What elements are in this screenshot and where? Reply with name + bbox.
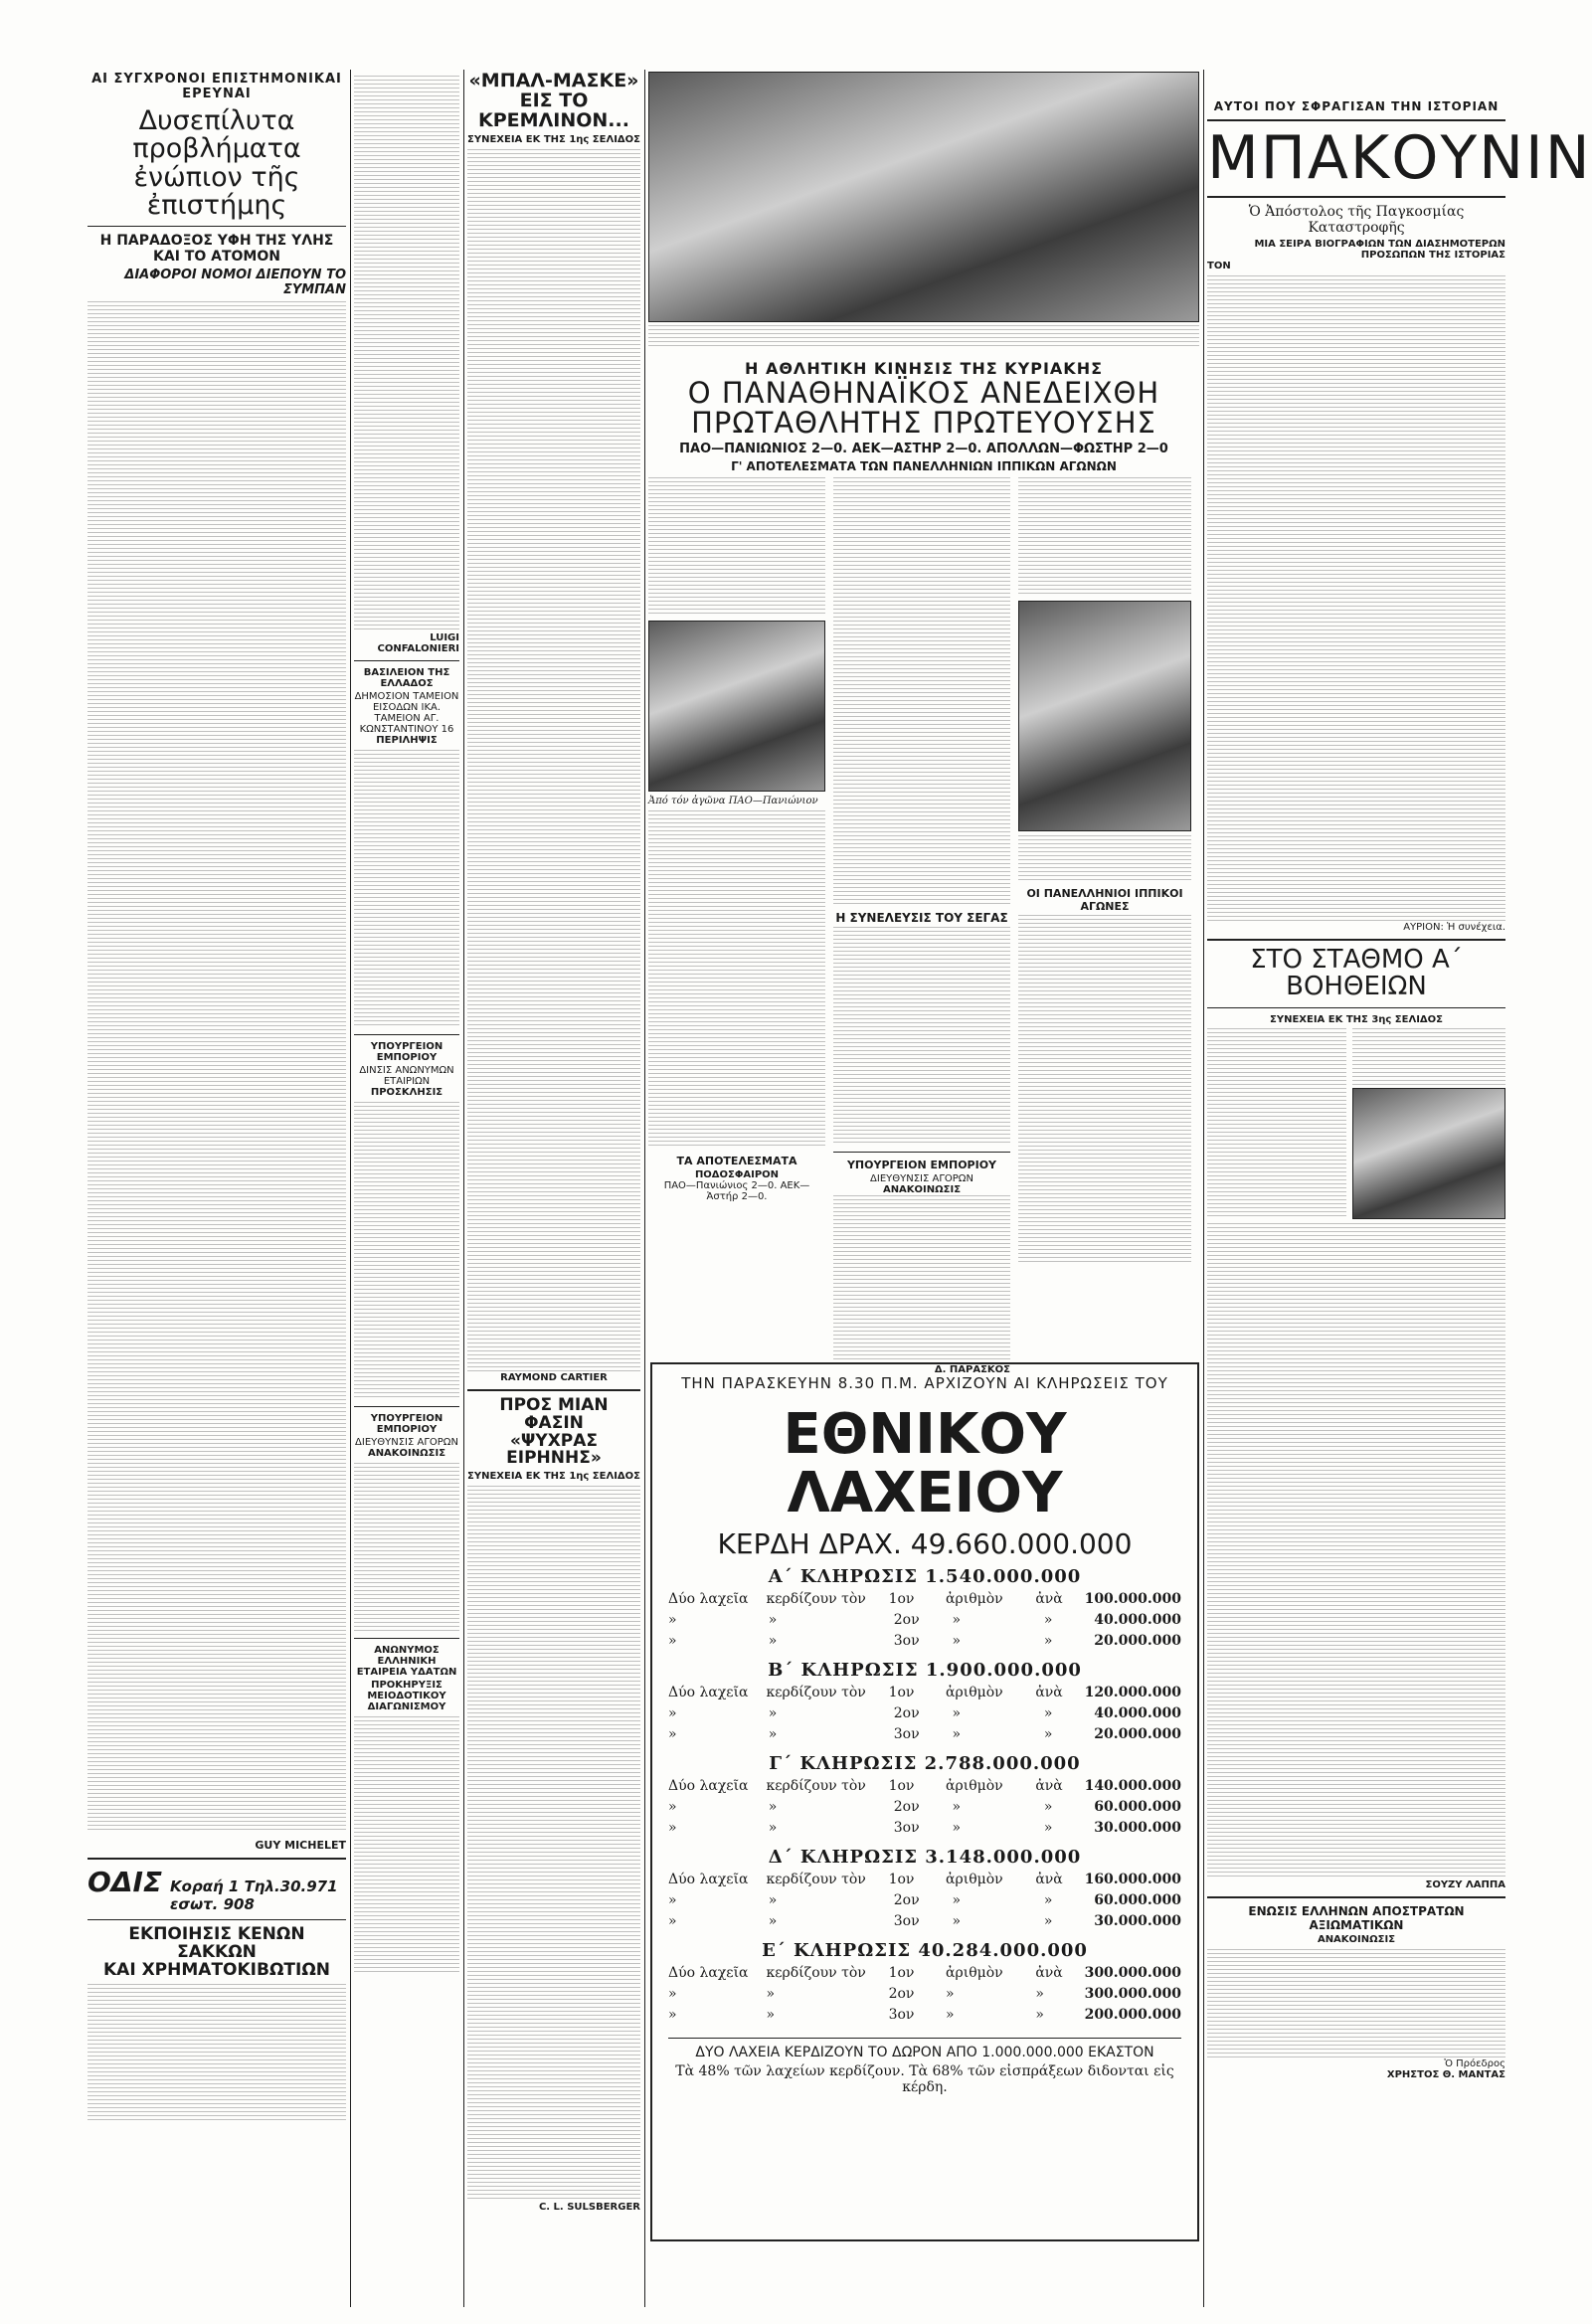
basketball-photo xyxy=(1018,601,1191,831)
prize-text: 3ον xyxy=(888,2006,915,2023)
prize-text: » xyxy=(668,1611,677,1628)
prize-text: 3ον xyxy=(893,1632,920,1649)
markets-notice-title: ΥΠΟΥΡΓΕΙΟΝ ΕΜΠΟΡΙΟΥ xyxy=(846,1158,997,1171)
news-photo-top xyxy=(648,72,1199,322)
prize-amount: 160.000.000 xyxy=(1084,1871,1181,1887)
results-box-line: ΠΑΟ—Πανιώνιος 2—0. ΑΕΚ—Ἀστήρ 2—0. xyxy=(663,1179,810,1202)
first-aid-byline: ΣΟΥΖΥ ΛΑΠΠΑ xyxy=(1425,1878,1505,1890)
prize-text: κερδίζουν τὸν xyxy=(766,1684,866,1700)
prize-text: » xyxy=(768,1725,778,1742)
prize-amount: 40.000.000 xyxy=(1094,1611,1181,1628)
notice-kingdom-label: ΠΕΡΙΛΗΨΙΣ xyxy=(376,735,438,746)
lottery-prize-row xyxy=(668,1589,1181,1610)
lottery-prize-row xyxy=(668,1703,1181,1724)
first-aid-title: ΣΤΟ ΣΤΑΘΜΟ Α΄ ΒΟΗΘΕΙΩΝ xyxy=(1250,945,1463,1002)
prize-amount: 300.000.000 xyxy=(1084,1964,1181,1981)
prize-text: 1ον xyxy=(888,1777,915,1794)
prize-text: » xyxy=(952,1725,962,1742)
results-box-title: ΤΑ ΑΠΟΤΕΛΕΣΜΑΤΑ xyxy=(676,1154,797,1167)
column-rule xyxy=(644,70,645,2307)
prize-text: κερδίζουν τὸν xyxy=(766,1777,866,1794)
prize-text: » xyxy=(1043,1632,1053,1649)
horse-racing-results-title: Γ' ΑΠΟΤΕΛΕΣΜΑΤΑ ΤΩΝ ΠΑΝΕΛΛΗΝΙΩΝ ΙΠΠΙΚΩΝ ΑΓΩΝΩΝ xyxy=(731,458,1117,473)
prize-text: » xyxy=(668,1891,677,1908)
prize-text: » xyxy=(1043,1725,1053,1742)
prize-text: » xyxy=(952,1819,962,1836)
prize-text: ἀριθμὸν xyxy=(946,1590,1003,1607)
prize-text: 1ον xyxy=(888,1590,915,1607)
kremlin-continued: ΣΥΝΕΧΕΙΑ ΕΚ ΤΗΣ 1ης ΣΕΛΙΔΟΣ xyxy=(467,133,640,145)
prize-text: » xyxy=(766,1985,776,2002)
science-title: Δυσεπίλυτα προβλήματα ἐνώπιον τῆς ἐπιστήμης xyxy=(132,105,301,222)
national-lottery-advert xyxy=(650,1362,1199,2241)
prize-text: 3ον xyxy=(893,1819,920,1836)
notice-water-label: ΠΡΟΚΗΡΥΞΙΣ ΜΕΙΟΔΟΤΙΚΟΥ ΔΙΑΓΩΝΙΣΜΟΥ xyxy=(367,1680,446,1712)
prize-text: ἀνὰ xyxy=(1035,1777,1063,1794)
science-kicker: ΑΙ ΣΥΓΧΡΟΝΟΙ ΕΠΙΣΤΗΜΟΝΙΚΑΙ ΕΡΕΥΝΑΙ xyxy=(91,72,342,101)
lottery-draw-heading: Ε΄ ΚΛΗΡΩΣΙΣ 40.284.000.000 xyxy=(762,1939,1088,1961)
column-notices xyxy=(354,72,459,2239)
football-photo-caption: Ἀπό τόν ἀγῶνα ΠΑΟ—Πανιώνιον xyxy=(648,795,818,806)
markets-notice-signature: Δ. ΠΑΡΑΣΚΟΣ xyxy=(934,1363,1010,1375)
science-subtitle-2: ΔΙΑΦΟΡΟΙ ΝΟΜΟΙ ΔΙΕΠΟΥΝ ΤΟ ΣΥΜΠΑΝ xyxy=(124,268,346,298)
prize-text: » xyxy=(1035,2006,1044,2023)
prize-text: κερδίζουν τὸν xyxy=(766,1590,866,1607)
column-rule xyxy=(463,70,464,2307)
lottery-title: ΕΘΝΙΚΟΥ ΛΑΧΕΙΟΥ xyxy=(783,1402,1067,1525)
science-subtitle: Η ΠΑΡΑΔΟΞΟΣ ΥΦΗ ΤΗΣ ΥΛΗΣ ΚΑΙ ΤΟ ΑΤΟΜΟΝ xyxy=(99,233,334,266)
column-kremlin xyxy=(467,72,640,2239)
prize-text: » xyxy=(1043,1912,1053,1929)
confalonieri-body xyxy=(354,76,459,632)
prize-amount: 60.000.000 xyxy=(1094,1798,1181,1815)
prize-text: 3ον xyxy=(893,1912,920,1929)
notice-markets-sub: ΔΙΕΥΘΥΝΣΙΣ ΑΓΟΡΩΝ xyxy=(355,1437,458,1448)
prize-text: Δύο λαχεῖα xyxy=(668,1964,749,1981)
prize-text: » xyxy=(952,1704,962,1721)
lottery-bottom-line-2: Τὰ 48% τῶν λαχείων κερδίζουν. Τὰ 68% τῶν εἰσπράξεων διδονται εἰς κέρδη. xyxy=(675,2062,1174,2095)
odis-advert-body xyxy=(88,1984,346,2123)
lottery-prize-row xyxy=(668,1870,1181,1890)
photo-caption-top xyxy=(648,325,1199,353)
prize-text: » xyxy=(668,1798,677,1815)
prize-text: » xyxy=(768,1704,778,1721)
bakunin-footer: ΑΥΡΙΟΝ: Ἡ συνέχεια. xyxy=(1403,922,1505,933)
sports-col-b xyxy=(833,477,1010,1375)
kremlin-byline: RAYMOND CARTIER xyxy=(500,1371,608,1383)
lottery-prize-row xyxy=(668,2005,1181,2026)
prize-text: » xyxy=(668,1819,677,1836)
lottery-prize-row xyxy=(668,1631,1181,1652)
odis-advert-header xyxy=(88,1866,346,1913)
bakunin-kicker: ΑΥΤΟΙ ΠΟΥ ΣΦΡΑΓΙΣΑΝ ΤΗΝ ΙΣΤΟΡΙΑΝ xyxy=(1213,99,1500,113)
lottery-top-line: ΤΗΝ ΠΑΡΑΣΚΕΥΗΝ 8.30 Π.Μ. ΑΡΧΙΖΟΥΝ ΑΙ ΚΛΗΡΩΣΕΙΣ ΤΟΥ xyxy=(681,1374,1168,1392)
notice-markets-title: ΥΠΟΥΡΓΕΙΟΝ ΕΜΠΟΡΙΟΥ xyxy=(370,1413,443,1435)
first-aid-continued: ΣΥΝΕΧΕΙΑ ΕΚ ΤΗΣ 3ης ΣΕΛΙΔΟΣ xyxy=(1270,1013,1443,1025)
prize-text: » xyxy=(768,1611,778,1628)
lottery-prize-row xyxy=(668,1724,1181,1745)
football-photo xyxy=(648,621,825,792)
odis-advert-title: ΕΚΠΟΙΗΣΙΣ ΚΕΝΩΝ ΣΑΚΚΩΝ ΚΑΙ ΧΡΗΜΑΤΟΚΙΒΩΤΙΩΝ xyxy=(103,1924,330,1981)
column-rule xyxy=(350,70,351,2307)
prize-text: » xyxy=(668,1632,677,1649)
cold-peace-continued: ΣΥΝΕΧΕΙΑ ΕΚ ΤΗΣ 1ης ΣΕΛΙΔΟΣ xyxy=(467,1471,640,1483)
first-aid-body xyxy=(1207,1223,1505,1879)
kremlin-body xyxy=(467,149,640,1372)
confalonieri-byline: LUIGI CONFALONIERI xyxy=(377,632,459,654)
notice-kingdom-sub: ΔΗΜΟΣΙΟΝ ΤΑΜΕΙΟΝ ΕΙΣΟΔΩΝ ΙΚΑ. ΤΑΜΕΙΟΝ ΑΓ. ΚΩΝΣΤΑΝΤΙΝΟΥ 16 xyxy=(354,691,459,735)
prize-text: ἀριθμὸν xyxy=(946,1871,1003,1887)
odis-address: Κοραή 1 Τηλ.30.971 εσωτ. 908 xyxy=(170,1877,338,1914)
prize-text: Δύο λαχεῖα xyxy=(668,1777,749,1794)
prize-text: 2ον xyxy=(893,1891,920,1908)
column-rule xyxy=(1203,70,1204,2307)
lottery-prize-row xyxy=(668,1890,1181,1911)
sports-scores: ΠΑΟ—ΠΑΝΙΩΝΙΟΣ 2—0. ΑΕΚ—ΑΣΤΗΡ 2—0. ΑΠΟΛΛΩΝ—ΦΩΣΤΗΡ 2—0 xyxy=(679,441,1168,456)
prize-text: ἀνὰ xyxy=(1035,1871,1063,1887)
prize-text: » xyxy=(1035,1985,1044,2002)
prize-text: » xyxy=(768,1912,778,1929)
prize-text: 2ον xyxy=(893,1704,920,1721)
lottery-draw-heading: Γ΄ ΚΛΗΡΩΣΙΣ 2.788.000.000 xyxy=(769,1752,1081,1774)
prize-text: 2ον xyxy=(893,1798,920,1815)
bakunin-series-note-2: ΤΟΝ xyxy=(1207,261,1231,271)
prize-amount: 200.000.000 xyxy=(1084,2006,1181,2023)
cold-peace-byline: C. L. SULSBERGER xyxy=(538,2202,640,2214)
lottery-prize-row xyxy=(668,1776,1181,1797)
prize-amount: 20.000.000 xyxy=(1094,1632,1181,1649)
lottery-prize-row xyxy=(668,1610,1181,1631)
cold-peace-body xyxy=(467,1486,640,2202)
sports-col-a xyxy=(648,477,825,1375)
prize-text: ἀνὰ xyxy=(1035,1964,1063,1981)
prize-text: » xyxy=(946,2006,955,2023)
prize-text: » xyxy=(1043,1611,1053,1628)
cold-peace-title: ΠΡΟΣ ΜΙΑΝ ΦΑΣΙΝ «ΨΥΧΡΑΣ ΕΙΡΗΝΗΣ» xyxy=(499,1394,609,1469)
lottery-draws xyxy=(668,1566,1181,2026)
officers-notice-signature: ΧΡΗΣΤΟΣ Θ. ΜΑΝΤΑΣ xyxy=(1386,2068,1505,2080)
prize-text: Δύο λαχεῖα xyxy=(668,1871,749,1887)
notice-commerce-sub: ΔΙΝΣΙΣ ΑΝΩΝΥΜΩΝ ΕΤΑΙΡΙΩΝ xyxy=(359,1065,454,1087)
prize-text: » xyxy=(668,1725,677,1742)
lottery-draw-heading: Δ΄ ΚΛΗΡΩΣΙΣ 3.148.000.000 xyxy=(768,1846,1082,1868)
column-science xyxy=(88,72,346,2239)
prize-text: » xyxy=(952,1891,962,1908)
prize-text: » xyxy=(768,1798,778,1815)
horse-racing-heading: ΟΙ ΠΑΝΕΛΛΗΝΙΟΙ ΙΠΠΙΚΟΙ ΑΓΩΝΕΣ xyxy=(1026,886,1183,913)
lottery-prize-row xyxy=(668,1984,1181,2005)
lottery-prize-row xyxy=(668,1963,1181,1984)
basketball-photo-caption xyxy=(1018,835,1191,881)
sports-kicker: Η ΑΘΛΗΤΙΚΗ ΚΙΝΗΣΙΣ ΤΗΣ ΚΥΡΙΑΚΗΣ xyxy=(744,359,1104,378)
sports-title: Ο ΠΑΝΑΘΗΝΑΪΚΟΣ ΑΝΕΔΕΙΧΘΗ ΠΡΩΤΑΘΛΗΤΗΣ ΠΡΩΤΕΥΟΥΣΗΣ xyxy=(687,376,1160,441)
prize-text: 1ον xyxy=(888,1964,915,1981)
kremlin-title: «ΜΠΑΛ-ΜΑΣΚΕ» ΕΙΣ ΤΟ ΚΡΕΜΛΙΝΟΝ... xyxy=(468,70,639,131)
science-body xyxy=(88,301,346,1833)
prize-text: ἀριθμὸν xyxy=(946,1964,1003,1981)
prize-text: » xyxy=(952,1632,962,1649)
prize-text: » xyxy=(668,1985,677,2002)
bakunin-title: ΜΠΑΚΟΥΝΙΝ xyxy=(1207,123,1592,193)
prize-amount: 140.000.000 xyxy=(1084,1777,1181,1794)
notice-kingdom-body xyxy=(354,750,459,1028)
prize-text: » xyxy=(668,1912,677,1929)
prize-amount: 60.000.000 xyxy=(1094,1891,1181,1908)
officers-notice-title: ΕΝΩΣΙΣ ΕΛΛΗΝΩΝ ΑΠΟΣΤΡΑΤΩΝ ΑΞΙΩΜΑΤΙΚΩΝ xyxy=(1248,1903,1465,1932)
prize-text: » xyxy=(766,2006,776,2023)
prize-text: » xyxy=(768,1891,778,1908)
prize-text: 3ον xyxy=(893,1725,920,1742)
prize-amount: 30.000.000 xyxy=(1094,1912,1181,1929)
prize-text: 2ον xyxy=(893,1611,920,1628)
prize-text: » xyxy=(952,1611,962,1628)
prize-text: » xyxy=(946,1985,955,2002)
officers-notice-sign-label: Ὁ Πρόεδρος xyxy=(1444,2057,1505,2069)
prize-text: » xyxy=(668,2006,677,2023)
bakunin-subtitle: Ὁ Ἀπόστολος τῆς Παγκοσμίας Καταστροφῆς xyxy=(1248,204,1465,236)
prize-text: κερδίζουν τὸν xyxy=(766,1871,866,1887)
prize-text: Δύο λαχεῖα xyxy=(668,1590,749,1607)
lottery-draw-heading: Β΄ ΚΛΗΡΩΣΙΣ 1.900.000.000 xyxy=(768,1659,1082,1681)
lottery-draw-heading: Α΄ ΚΛΗΡΩΣΙΣ 1.540.000.000 xyxy=(768,1565,1082,1587)
prize-text: ἀνὰ xyxy=(1035,1590,1063,1607)
lottery-prize-row xyxy=(668,1818,1181,1839)
notice-water-title: ΑΝΩΝΥΜΟΣ ΕΛΛΗΝΙΚΗ ΕΤΑΙΡΕΙΑ ΥΔΑΤΩΝ xyxy=(356,1645,457,1678)
prize-text: Δύο λαχεῖα xyxy=(668,1684,749,1700)
column-bakunin xyxy=(1207,99,1592,2237)
lottery-prize-row xyxy=(668,1797,1181,1818)
bakunin-series-note: ΜΙΑ ΣΕΙΡΑ ΒΙΟΓΡΑΦΙΩΝ ΤΩΝ ΔΙΑΣΗΜΟΤΕΡΩΝ ΠΡΟΣΩΠΩΝ ΤΗΣ ΙΣΤΟΡΙΑΣ xyxy=(1254,239,1505,261)
lottery-prize-row xyxy=(668,1911,1181,1932)
sports-body xyxy=(648,477,1199,1375)
prize-text: » xyxy=(668,1704,677,1721)
notice-commerce-body xyxy=(354,1102,459,1400)
lottery-bottom-line-1: ΔΥΟ ΛΑΧΕΙΑ ΚΕΡΔΙΖΟΥΝ ΤΟ ΔΩΡΟΝ ΑΠΟ 1.000.000.000 ΕΚΑΣΤΟΝ xyxy=(695,2044,1154,2060)
markets-notice-sub: ΔΙΕΥΘΥΝΣΙΣ ΑΓΟΡΩΝ xyxy=(870,1172,973,1184)
notice-markets-label: ΑΝΑΚΟΙΝΩΣΙΣ xyxy=(367,1448,446,1459)
science-byline: GUY MICHELET xyxy=(255,1839,346,1853)
sports-col-c xyxy=(1018,477,1191,1375)
notice-commerce-title: ΥΠΟΥΡΓΕΙΟΝ ΕΜΠΟΡΙΟΥ xyxy=(370,1041,443,1063)
prize-amount: 100.000.000 xyxy=(1084,1590,1181,1607)
markets-notice-label: ΑΝΑΚΟΙΝΩΣΙΣ xyxy=(882,1183,962,1195)
prize-text: 1ον xyxy=(888,1871,915,1887)
results-box-sub: ΠΟΔΟΣΦΑΙΡΟΝ xyxy=(694,1168,780,1180)
segas-title: Η ΣΥΝΕΛΕΥΣΙΣ ΤΟΥ ΣΕΓΑΣ xyxy=(835,910,1008,925)
prize-text: κερδίζουν τὸν xyxy=(766,1964,866,1981)
prize-text: » xyxy=(768,1819,778,1836)
lottery-total-prizes: ΚΕΡΔΗ ΔΡΑΧ. 49.660.000.000 xyxy=(717,1526,1133,1560)
prize-text: » xyxy=(952,1912,962,1929)
lottery-prize-row xyxy=(668,1683,1181,1703)
prize-amount: 300.000.000 xyxy=(1084,1985,1181,2002)
prize-text: » xyxy=(1043,1704,1053,1721)
prize-text: 2ον xyxy=(888,1985,915,2002)
prize-amount: 30.000.000 xyxy=(1094,1819,1181,1836)
notice-kingdom-title: ΒΑΣΙΛΕΙΟΝ ΤΗΣ ΕΛΛΑΔΟΣ xyxy=(363,667,450,689)
prize-text: » xyxy=(1043,1891,1053,1908)
prize-text: » xyxy=(952,1798,962,1815)
prize-text: 1ον xyxy=(888,1684,915,1700)
sports-section xyxy=(648,72,1199,1375)
notice-markets-body xyxy=(354,1463,459,1632)
prize-amount: 20.000.000 xyxy=(1094,1725,1181,1742)
notice-commerce-label: ΠΡΟΣΚΛΗΣΙΣ xyxy=(370,1087,443,1098)
prize-text: ἀριθμὸν xyxy=(946,1684,1003,1700)
first-aid-photo xyxy=(1352,1088,1505,1219)
prize-text: ἀριθμὸν xyxy=(946,1777,1003,1794)
prize-text: ἀνὰ xyxy=(1035,1684,1063,1700)
notice-water-body xyxy=(354,1716,459,1975)
officers-notice-label: ΑΝΑΚΟΙΝΩΣΙΣ xyxy=(1317,1933,1396,1945)
bakunin-body xyxy=(1207,275,1505,922)
officers-notice-body xyxy=(1207,1949,1505,2058)
odis-logo: ΟΔΙΣ xyxy=(88,1866,163,1899)
prize-text: » xyxy=(1043,1819,1053,1836)
prize-text: » xyxy=(768,1632,778,1649)
prize-text: » xyxy=(1043,1798,1053,1815)
prize-amount: 120.000.000 xyxy=(1084,1684,1181,1700)
prize-amount: 40.000.000 xyxy=(1094,1704,1181,1721)
